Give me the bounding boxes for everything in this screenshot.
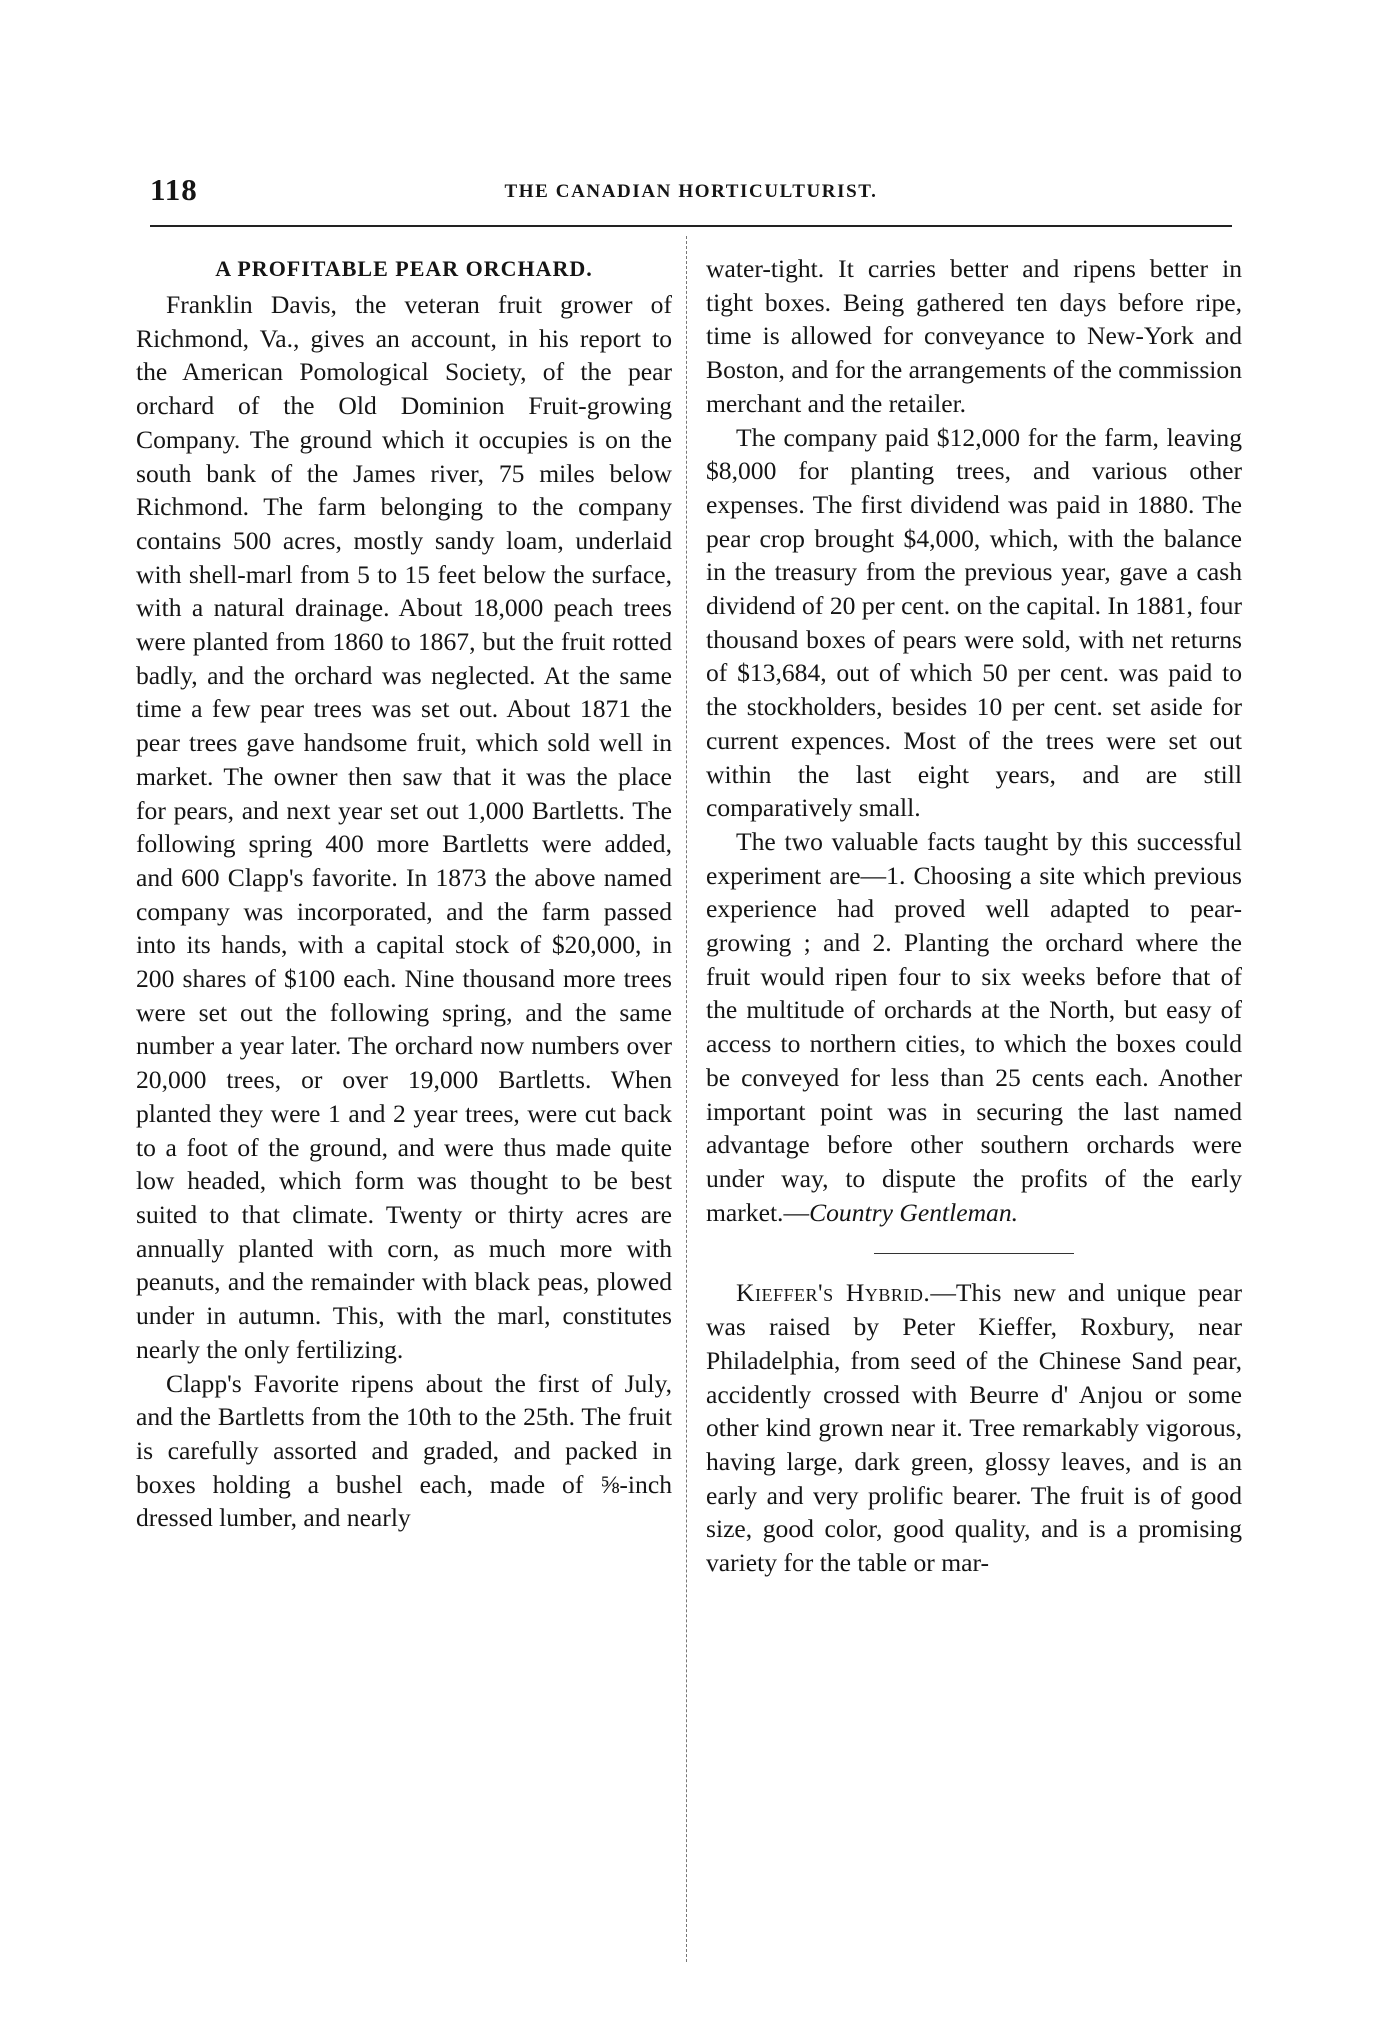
article-paragraph-text: —This new and unique pear was raised by Peter Kieffer, Roxbury, near Philadelphia, from seed of the Chinese Sand pear, accidently crossed with Beurre d' Anjou or some other kind grown near it. Tree remarkably vigorous, having large, dark green, glossy leaves, and is an early and very prolific bearer. The fruit is of good size, good color, good quality, and is a promising variety for the table or mar- [706,1278,1242,1578]
article-paragraph: Clapp's Favorite ripens about the first of July, and the Bartletts from the 10th to the 25th. The fruit is carefully assorted and graded, and packed in boxes holding a bushel each, made of ⅝-inch dressed lumber, and nearly [136,1368,672,1533]
column-divider [686,236,687,1962]
left-column [136,252,672,1964]
section-break-rule [874,1253,1074,1254]
article-paragraph [706,825,1242,1229]
header-rule [150,225,1232,227]
article-paragraph-text: The two valuable facts taught by this successful experiment are—1. Choosing a site which previous experience had proved well adapted to pear-growing ; and 2. Planting the orchard where the fruit would ripen four to six weeks before that of the multitude of orchards at the North, but easy of access to northern cities, to which the boxes could be conveyed for less than 25 cents each. Another important point was in securing the last named advantage before other southern orchards were under way, to dispute the profits of the early market.— [706,826,1242,1227]
page-number: 118 [150,172,198,207]
run-in-heading: Kieffer's Hybrid. [736,1278,931,1308]
running-header [150,172,1232,212]
source-credit: Country Gentleman. [809,1197,1019,1227]
article-paragraph: water-tight. It carries better and ripens better in tight boxes. Being gathered ten days before ripe, time is allowed for conveyance to New-York and Boston, and for the arrangements of the commission merchant and the retailer. [706,254,1242,418]
article-paragraph: The company paid $12,000 for the farm, leaving $8,000 for planting trees, and various other expenses. The first dividend was paid in 1880. The pear crop brought $4,000, which, with the balance in the treasury from the previous year, gave a cash dividend of 20 per cent. on the capital. In 1881, four thousand boxes of pears were sold, with net returns of $13,684, out of which 50 per cent. was paid to the stockholders, besides 10 per cent. set aside for current expences. Most of the trees were set out within the last eight years, and are still comparatively small. [706,422,1242,823]
article-title: A PROFITABLE PEAR ORCHARD. [215,256,593,281]
right-column [706,252,1242,1964]
article-paragraph [706,1276,1242,1579]
running-title: THE CANADIAN HORTICULTURIST. [504,181,878,202]
article-paragraph: Franklin Davis, the veteran fruit grower of Richmond, Va., gives an account, in his report to the American Pomological Society, of the pear orchard of the Old Dominion Fruit-growing Company. The ground which it occupies is on the south bank of the James river, 75 miles below Richmond. The farm belonging to the company contains 500 acres, mostly sandy loam, underlaid with shell-marl from 5 to 15 feet below the surface, with a natural drainage. About 18,000 peach trees were planted from 1860 to 1867, but the fruit rotted badly, and the orchard was neglected. At the same time a few pear trees was set out. About 1871 the pear trees gave handsome fruit, which sold well in market. The owner then saw that it was the place for pears, and next year set out 1,000 Bartletts. The following spring 400 more Bartletts were added, and 600 Clapp's favorite. In 1873 the above named company was incorporated, and the farm passed into its hands, with a capital stock of $20,000, in 200 shares of $100 each. Nine thousand more trees were set out the following spring, and the same number a year later. The orchard now numbers over 20,000 trees, or over 19,000 Bartletts. When planted they were 1 and 2 year trees, were cut back to a foot of the ground, and were thus made quite low headed, which form was thought to be best suited to that climate. Twenty or thirty acres are annually planted with corn, as much more with peanuts, and the remainder with black peas, plowed under in autumn. This, with the marl, constitutes nearly the only fertilizing. [136,290,672,1364]
